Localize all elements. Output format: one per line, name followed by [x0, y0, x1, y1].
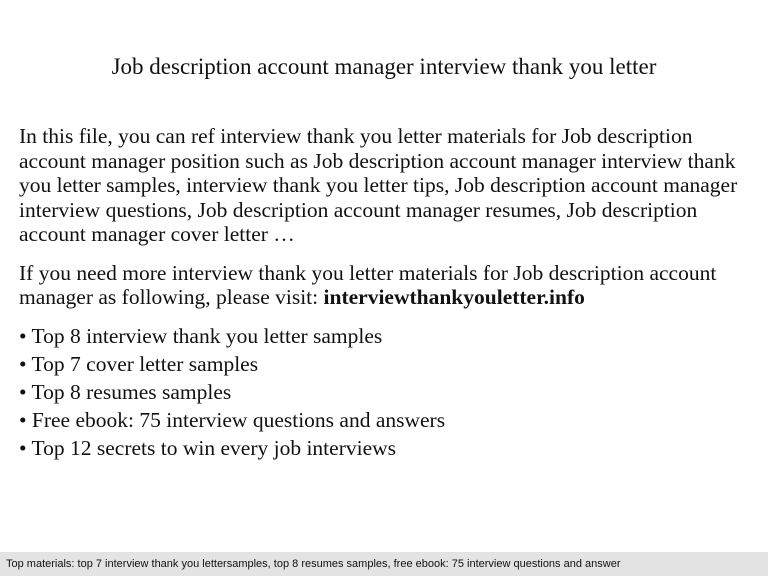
page-title: Job description account manager interview thank you letter — [111, 54, 657, 79]
list-item: • Free ebook: 75 interview questions and answers — [19, 407, 446, 432]
visit-paragraph-text: If you need more interview thank you letter materials for Job description account manager as following, please visit: — [19, 260, 717, 309]
list-item: • Top 8 interview thank you letter samples — [19, 323, 383, 348]
website-link[interactable]: interviewthankyouletter.info — [323, 285, 585, 309]
intro-paragraph: In this file, you can ref interview thank you letter materials for Job description account manager position such as Job description account manager interview thank you letter samples, interview thank you letter tips, Job description account manager interview questions, Job description account manager resumes, Job description account manager cover letter … — [19, 124, 738, 246]
visit-paragraph — [19, 261, 749, 310]
list-item: • Top 8 resumes samples — [19, 379, 232, 404]
footer-bar: Top materials: top 7 interview thank you lettersamples, top 8 resumes samples, free ebook: 75 interview questions and answer — [0, 552, 768, 576]
list-item: • Top 7 cover letter samples — [19, 351, 259, 376]
list-item: • Top 12 secrets to win every job interviews — [19, 435, 397, 460]
document-body — [19, 124, 749, 464]
materials-list — [19, 324, 749, 461]
